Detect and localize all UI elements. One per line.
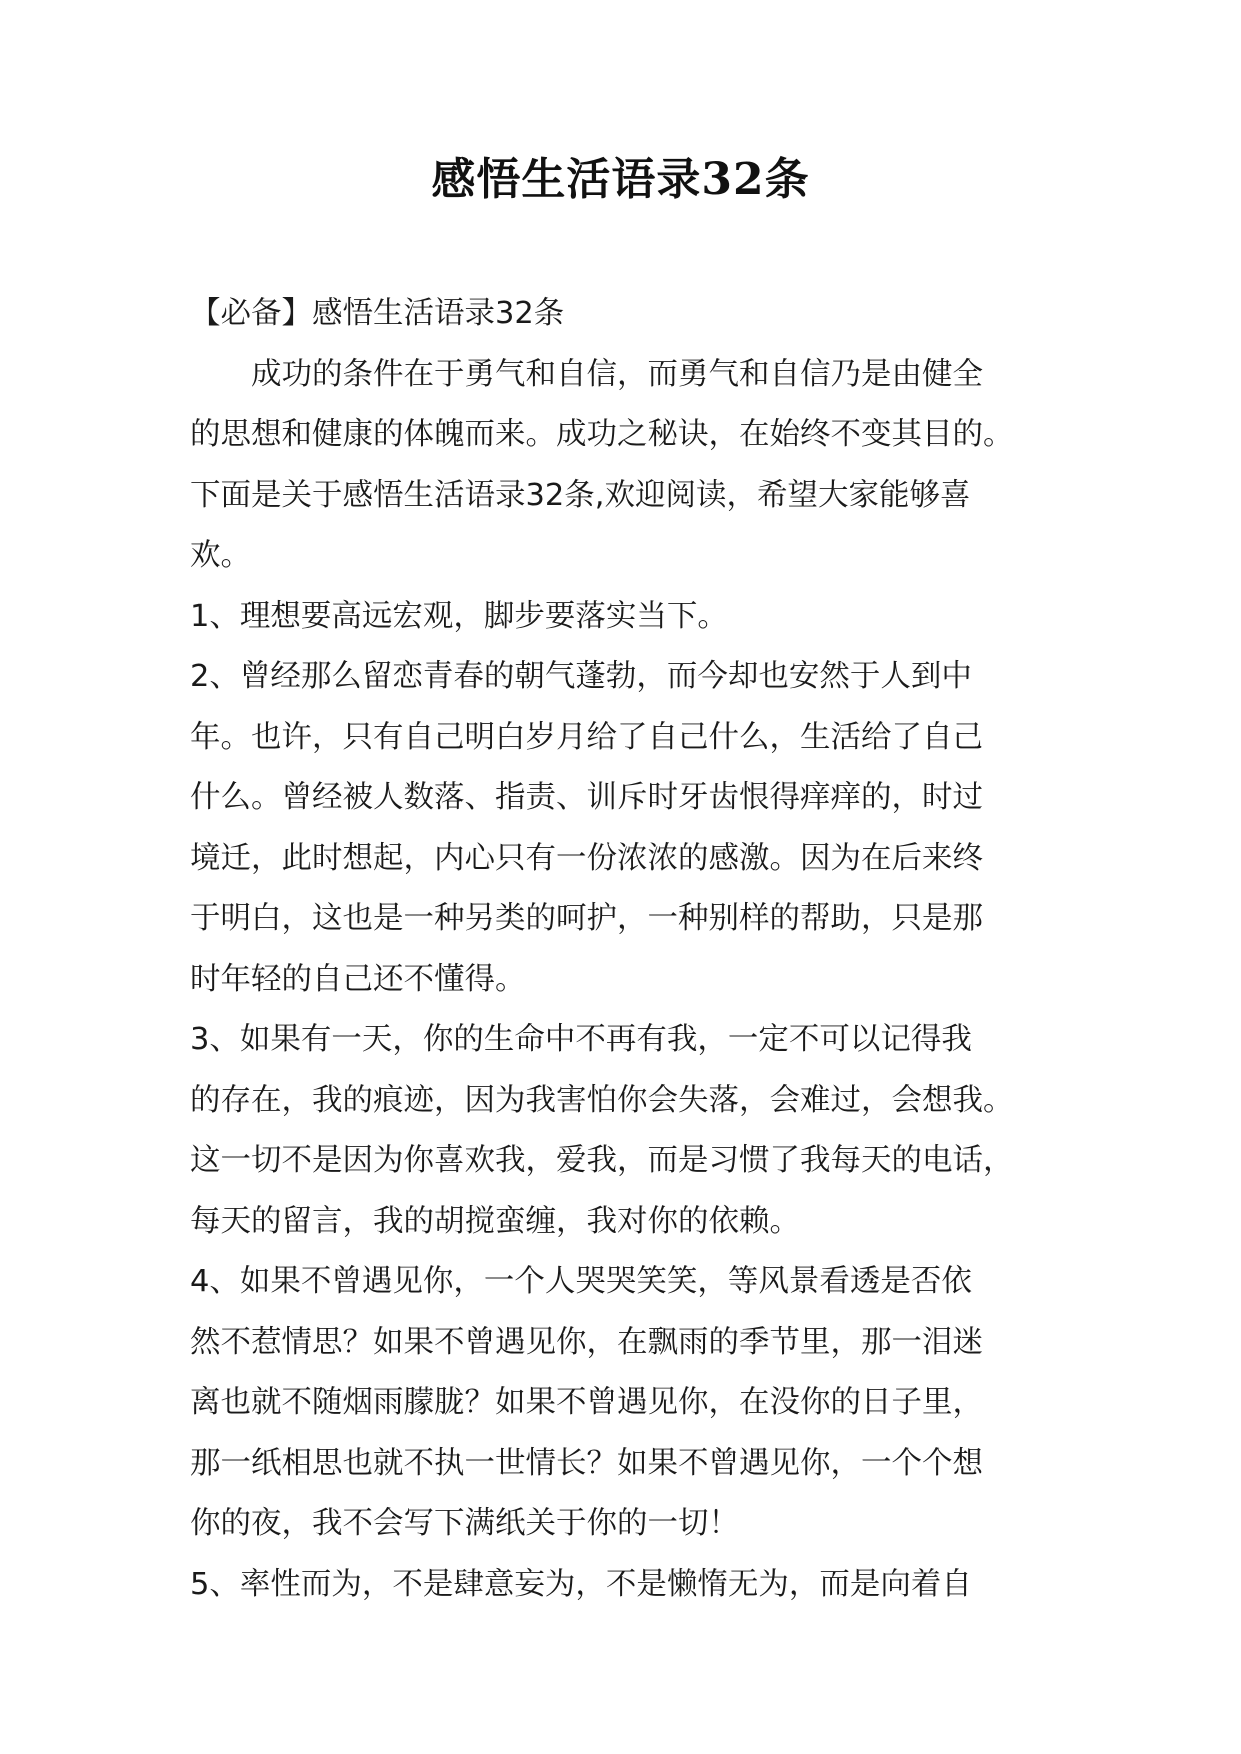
paragraph-line: 境迁，此时想起，内心只有一份浓浓的感激。因为在后来终	[190, 840, 983, 876]
paragraph-line: 3、如果有一天，你的生命中不再有我，一定不可以记得我	[190, 1022, 972, 1057]
paragraph-line: 这一切不是因为你喜欢我，爱我，而是习惯了我每天的电话，	[190, 1143, 1014, 1178]
paragraph-line: 年。也许，只有自己明白岁月给了自己什么，生活给了自己	[190, 719, 983, 755]
document-body	[190, 284, 1060, 1615]
document-title: 感悟生活语录32条	[431, 154, 810, 205]
paragraph-line: 于明白，这也是一种另类的呵护，一种别样的帮助，只是那	[190, 901, 983, 936]
paragraph-line: 欢。	[190, 538, 251, 573]
paragraph-line: 那一纸相思也就不执一世情长？如果不曾遇见你，一个个想	[190, 1445, 983, 1481]
paragraph-line: 什么。曾经被人数落、指责、训斥时牙齿恨得痒痒的，时过	[190, 780, 983, 815]
paragraph-line: 下面是关于感悟生活语录32条,欢迎阅读，希望大家能够喜	[190, 477, 971, 513]
paragraph-line: 2、曾经那么留恋青春的朝气蓬勃，而今却也安然于人到中	[190, 659, 972, 694]
paragraph-line: 5、率性而为，不是肆意妄为，不是懒惰无为，而是向着自	[190, 1566, 972, 1602]
paragraph-line: 的思想和健康的体魄而来。成功之秘诀，在始终不变其目的。	[190, 417, 1014, 452]
paragraph-line: 4、如果不曾遇见你，一个人哭哭笑笑，等风景看透是否依	[190, 1264, 972, 1299]
paragraph-line: 你的夜，我不会写下满纸关于你的一切！	[190, 1506, 739, 1541]
paragraph-line: 每天的留言，我的胡搅蛮缠，我对你的依赖。	[190, 1203, 800, 1239]
paragraph-line: 然不惹情思？如果不曾遇见你，在飘雨的季节里，那一泪迷	[190, 1324, 983, 1360]
paragraph-line: 的存在，我的痕迹，因为我害怕你会失落，会难过，会想我。	[190, 1082, 1014, 1118]
subtitle-line: 【必备】感悟生活语录32条	[190, 296, 565, 331]
paragraph-line: 离也就不随烟雨朦胧？如果不曾遇见你，在没你的日子里，	[190, 1385, 983, 1420]
paragraph-line: 时年轻的自己还不懂得。	[190, 961, 526, 997]
paragraph-line: 成功的条件在于勇气和自信，而勇气和自信乃是由健全	[251, 356, 983, 392]
paragraph-line: 1、理想要高远宏观，脚步要落实当下。	[190, 598, 728, 634]
